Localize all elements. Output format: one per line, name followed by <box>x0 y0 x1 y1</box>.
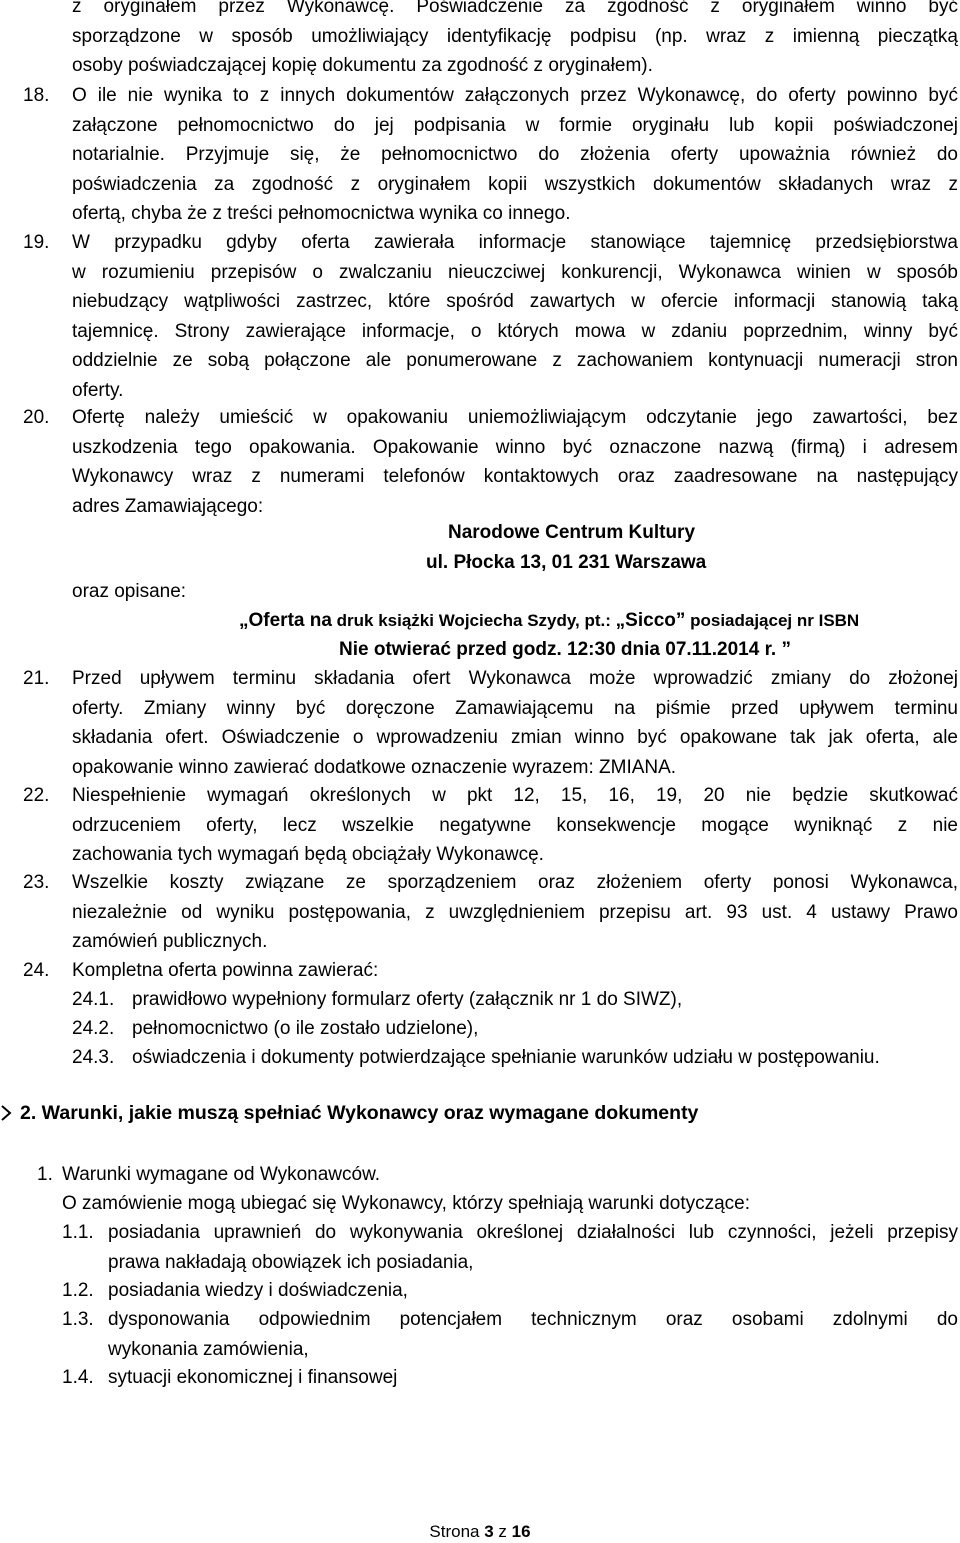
text-line: niebudzący wątpliwości zastrzec, które spośród zawartych w ofercie informacji stanowią taką <box>72 291 958 313</box>
text-line: zamówień publicznych. <box>72 931 268 953</box>
section-heading-text: 2. Warunki, jakie muszą spełniać Wykonawcy oraz wymagane dokumenty <box>20 1102 699 1124</box>
continuation-paragraph <box>72 0 958 81</box>
item-number: 19. <box>23 232 50 253</box>
condition-1-2 <box>62 1276 958 1306</box>
condition-number: 1.3. <box>62 1309 94 1330</box>
item-number: 24. <box>23 960 50 981</box>
item-number: 21. <box>23 668 50 689</box>
offer-title: „Sicco” <box>615 610 686 631</box>
point-title: Warunki wymagane od Wykonawców. <box>62 1164 381 1185</box>
text-line: Wykonawcy wraz z numerami telefonów kontaktowych oraz zaadresowane na następujący <box>72 466 958 488</box>
text-line: oferty. Zmiany winny być doręczone Zamawiającemu na piśmie przed upływem terminu <box>72 697 958 719</box>
list-item-20 <box>23 403 958 521</box>
point-intro: O zamówienie mogą ubiegać się Wykonawcy, którzy spełniają warunki dotyczące: <box>62 1193 751 1214</box>
text-line: zachowania tych wymagań będą obciążały Wykonawcę. <box>72 844 544 866</box>
text-line: O ile nie wynika to z innych dokumentów załączonych przez Wykonawcę, do oferty powinno być <box>72 85 958 106</box>
offer-deadline: Nie otwierać przed godz. 12:30 dnia 07.11.2014 r. ” <box>339 639 791 660</box>
bullet-icon <box>0 1099 20 1129</box>
text-line: niezależnie od wyniku postępowania, z uwzględnieniem przepisu art. 93 ust. 4 ustawy Prawo <box>72 901 958 923</box>
text-line: Niespełnienie wymagań określonych w pkt 12, 15, 16, 19, 20 nie będzie skutkować <box>72 785 958 806</box>
condition-number: 1.1. <box>62 1222 94 1243</box>
item-number: 20. <box>23 407 50 428</box>
text-line: notarialnie. Przyjmuje się, że pełnomocnictwo do złożenia oferty upoważnia również do <box>72 144 958 166</box>
address-name: Narodowe Centrum Kultury <box>448 522 696 543</box>
text-line: posiadania wiedzy i doświadczenia, <box>108 1280 408 1301</box>
text-line: załączone pełnomocnictwo do jej podpisania w formie oryginału lub kopii poświadczonej <box>72 114 958 136</box>
text-line: z oryginałem przez Wykonawcę. Poświadczenie za zgodność z oryginałem winno być <box>72 0 958 17</box>
subitem-number: 24.2. <box>72 1018 115 1039</box>
text-line: sytuacji ekonomicznej i finansowej <box>108 1367 398 1388</box>
subitem-text: oświadczenia i dokumenty potwierdzające spełnianie warunków udziału w postępowaniu. <box>132 1047 880 1068</box>
text-line: sporządzone w sposób umożliwiający identyfikację podpisu (np. wraz z imienną pieczątką <box>72 25 958 47</box>
footer-mid: z <box>493 1522 512 1541</box>
text-line: poświadczenia za zgodność z oryginałem kopii wszystkich dokumentów składanych wraz z <box>72 173 958 195</box>
condition-number: 1.2. <box>62 1280 94 1301</box>
subitem-number: 24.1. <box>72 989 115 1010</box>
footer-prefix: Strona <box>429 1522 485 1541</box>
text-line: posiadania uprawnień do wykonywania określonej działalności lub czynności, jeżeli przepisy <box>108 1222 958 1243</box>
text-line: dysponowania odpowiednim potencjałem technicznym oraz osobami zdolnymi do <box>108 1309 958 1330</box>
list-item-22 <box>23 781 958 870</box>
item-number: 22. <box>23 785 50 806</box>
text-line: adres Zamawiającego: <box>72 495 264 517</box>
list-item-23 <box>23 868 958 957</box>
text-line: oddzielnie ze sobą połączone ale ponumerowane z zachowaniem kontynuacji numeracji stron <box>72 350 958 372</box>
text-line: Wszelkie koszty związane ze sporządzeniem oraz złożeniem oferty ponosi Wykonawca, <box>72 872 958 893</box>
text-line: wykonania zamówienia, <box>108 1338 309 1360</box>
point-number: 1. <box>37 1164 53 1185</box>
offer-mid: druk książki Wojciecha Szydy, pt.: <box>331 611 616 630</box>
condition-1-3 <box>62 1305 958 1364</box>
text-line: opakowanie winno zawierać dodatkowe oznaczenie wyrazem: ZMIANA. <box>72 756 677 778</box>
offer-suffix: posiadającej nr ISBN <box>685 611 860 630</box>
text-line: składania ofert. Oświadczenie o wprowadzeniu zmian winno być opakowane tak jak oferta, ale <box>72 727 958 749</box>
subitem-text: pełnomocnictwo (o ile zostało udzielone), <box>132 1018 479 1039</box>
footer-page-number: 3 <box>484 1522 494 1541</box>
offer-label <box>239 606 859 636</box>
text-line: W przypadku gdyby oferta zawierała informacje stanowiące tajemnicę przedsiębiorstwa <box>72 232 958 253</box>
text-line: prawa nakładają obowiązek ich posiadania, <box>108 1251 474 1273</box>
list-item-18 <box>23 81 958 229</box>
condition-1-1 <box>62 1218 958 1277</box>
address-street: ul. Płocka 13, 01 231 Warszawa <box>426 552 707 573</box>
text-line: Kompletna oferta powinna zawierać: <box>72 960 379 981</box>
page-footer <box>0 1521 960 1543</box>
opisane-label: oraz opisane: <box>72 581 187 602</box>
list-item-21 <box>23 664 958 782</box>
section-heading <box>0 1099 698 1129</box>
footer-total-pages: 16 <box>511 1522 531 1541</box>
item-number: 18. <box>23 85 50 106</box>
subitem-text: prawidłowo wypełniony formularz oferty (załącznik nr 1 do SIWZ), <box>132 989 683 1010</box>
item-number: 23. <box>23 872 50 893</box>
text-line: Przed upływem terminu składania ofert Wykonawca może wprowadzić zmiany do złożonej <box>72 668 958 689</box>
condition-number: 1.4. <box>62 1367 94 1388</box>
text-line: oferty. <box>72 379 124 401</box>
list-item-24 <box>23 956 958 986</box>
condition-1-4 <box>62 1363 958 1393</box>
text-line: uszkodzenia tego opakowania. Opakowanie winno być oznaczone nazwą (firmą) i adresem <box>72 436 958 458</box>
text-line: w rozumieniu przepisów o zwalczaniu nieuczciwej konkurencji, Wykonawca winien w sposób <box>72 261 958 283</box>
text-line: ofertą, chyba że z treści pełnomocnictwa wynika co innego. <box>72 203 571 225</box>
text-line: Ofertę należy umieścić w opakowaniu uniemożliwiającym odczytanie jego zawartości, bez <box>72 407 958 428</box>
text-line: odrzuceniem oferty, lecz wszelkie negatywne konsekwencje mogące wyniknąć z nie <box>72 814 958 836</box>
list-item-19 <box>23 228 958 406</box>
offer-prefix: „Oferta na <box>239 610 332 631</box>
subitem-number: 24.3. <box>72 1047 115 1068</box>
text-line: osoby poświadczającej kopię dokumentu za zgodność z oryginałem). <box>72 55 653 77</box>
text-line: tajemnicę. Strony zawierające informacje, o których mowa w zdaniu poprzednim, winny być <box>72 320 958 342</box>
